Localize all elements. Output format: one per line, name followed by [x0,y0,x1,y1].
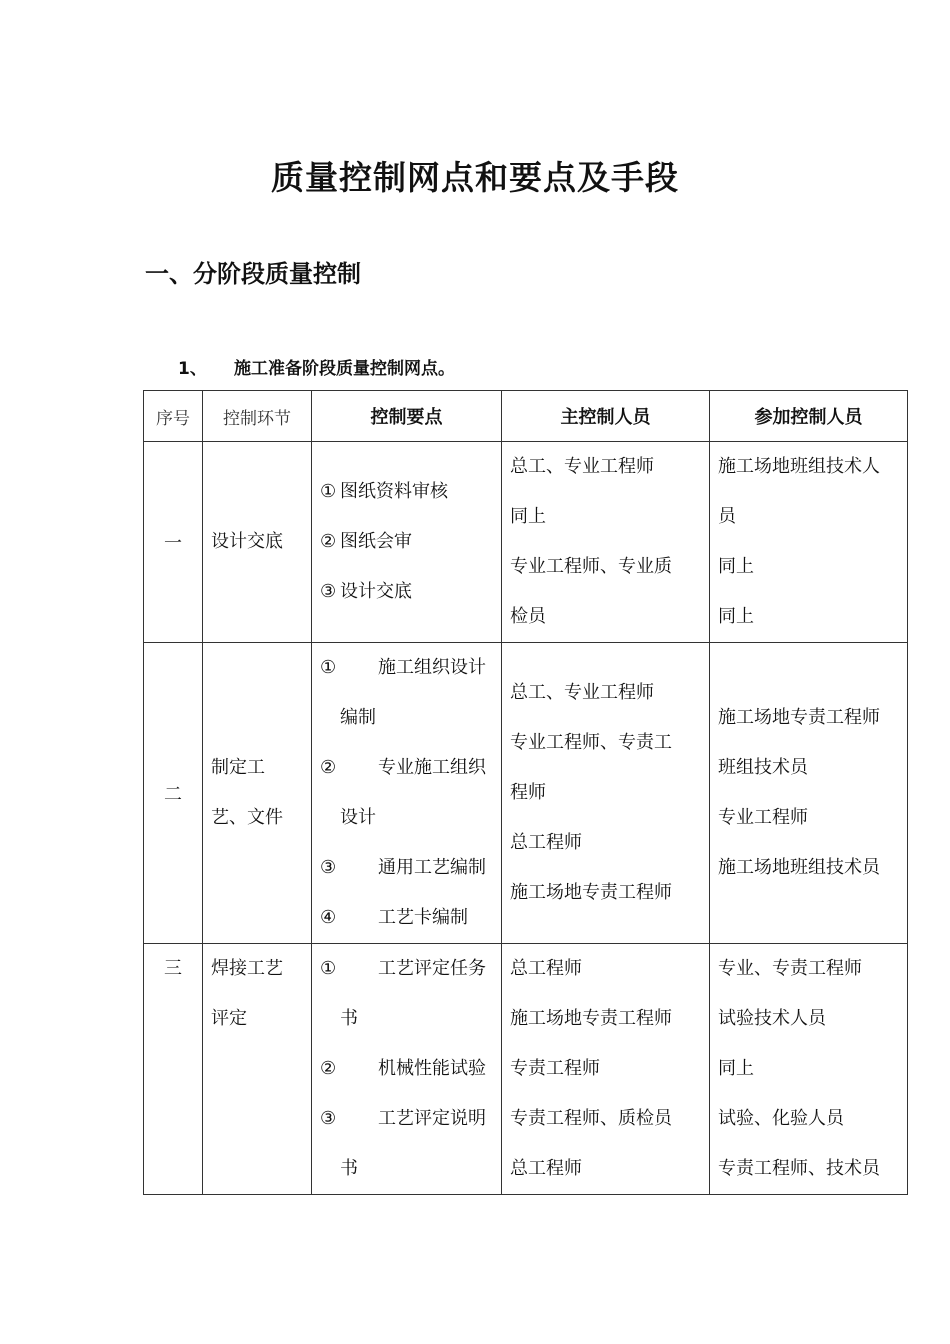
quality-control-table [143,390,908,1195]
row-stage: 制定工 艺、文件 [203,643,312,944]
header-participants: 参加控制人员 [710,391,908,442]
list-item: ③ 设计交底 [320,581,412,602]
table-row [144,643,908,944]
list-item: ① 施工组织设计 [320,657,486,678]
table-row [144,944,908,1195]
row-stage: 设计交底 [203,442,312,643]
table-row [144,442,908,643]
row-control-points: ① 工艺评定任务 书 ② 机械性能试验 ③ 工艺评定说明 书 [312,944,502,1195]
list-item: ② 机械性能试验 [320,1058,486,1079]
list-item: ② 专业施工组织 [320,757,486,778]
row-control-points: ① 施工组织设计 编制 ② 专业施工组织 设计 ③ 通用工艺编制 ④ 工艺卡编制 [312,643,502,944]
list-item: ③ 通用工艺编制 [320,857,486,878]
document-title: 质量控制网点和要点及手段 [271,158,679,197]
row-main-controllers: 总工、专业工程师 同上 专业工程师、专业质 检员 [502,442,710,643]
subsection-heading [178,354,455,379]
section-heading: 一、分阶段质量控制 [145,260,361,288]
header-main-controllers: 主控制人员 [502,391,710,442]
row-participants: 施工场地班组技术人 员 同上 同上 [710,442,908,643]
subsection-number: 1、 [178,359,207,379]
row-participants: 专业、专责工程师 试验技术人员 同上 试验、化验人员 专责工程师、技术员 [710,944,908,1195]
header-control-points: 控制要点 [312,391,502,442]
row-control-points [312,442,502,643]
header-no: 序号 [144,391,203,442]
row-number: 二 [144,643,203,944]
row-participants: 施工场地专责工程师 班组技术员 专业工程师 施工场地班组技术员 [710,643,908,944]
subsection-title: 施工准备阶段质量控制网点。 [234,359,455,379]
row-number: 三 [144,944,203,1195]
header-stage: 控制环节 [203,391,312,442]
row-main-controllers: 总工程师 施工场地专责工程师 专责工程师 专责工程师、质检员 总工程师 [502,944,710,1195]
table-header-row [144,391,908,442]
list-item: ④ 工艺卡编制 [320,907,468,928]
list-item: ① 图纸资料审核 [320,481,448,502]
list-item: ② 图纸会审 [320,531,412,552]
row-number: 一 [144,442,203,643]
list-item: ③ 工艺评定说明 [320,1108,486,1129]
list-item: ① 工艺评定任务 [320,958,486,979]
row-main-controllers: 总工、专业工程师 专业工程师、专责工 程师 总工程师 施工场地专责工程师 [502,643,710,944]
row-stage: 焊接工艺 评定 [203,944,312,1195]
